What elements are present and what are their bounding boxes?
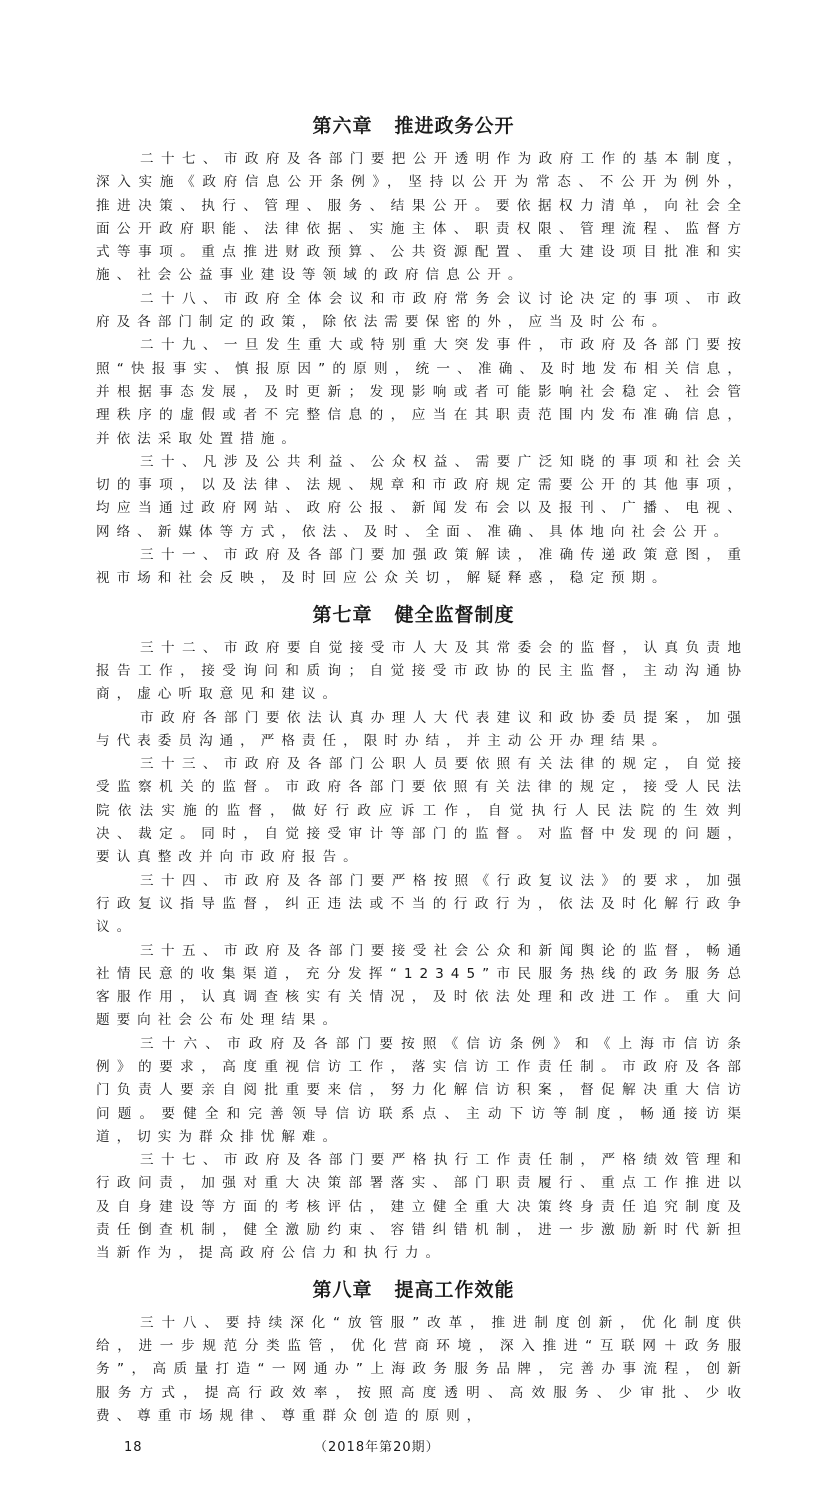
paragraph: 三十一、市政府及各部门要加强政策解读，准确传递政策意图，重视市场和社会反映，及时回应公众关切，解疑释惑，稳定预期。 bbox=[96, 547, 748, 587]
chapter-heading bbox=[0, 601, 827, 629]
chapter-title: 提高工作效能 bbox=[394, 1278, 515, 1301]
chapter-number: 第七章 bbox=[312, 603, 373, 626]
paragraph: 二十九、一旦发生重大或特别重大突发事件，市政府及各部门要按照“快报事实、慎报原因”的原则，统一、准确、及时地发布相关信息，并根据事态发展，及时更新；发现影响或者可能影响社会稳定、社会管理秩序的虚假或者不完整信息的，应当在其职责范围内发布准确信息，并依法采取处置措施。 bbox=[96, 337, 748, 447]
chapter-heading bbox=[0, 1276, 827, 1304]
chapter-title: 健全监督制度 bbox=[394, 603, 515, 626]
paragraph: 三十五、市政府及各部门要接受社会公众和新闻舆论的监督，畅通社情民意的收集渠道，充分发挥“12345”市民服务热线的政务服务总客服作用，认真调查核实有关情况，及时依法处理和改进工作。重大问题要向社会公布处理结果。 bbox=[96, 942, 748, 1029]
chapter-body bbox=[96, 148, 748, 591]
chapter-body bbox=[96, 637, 748, 1266]
chapter-number: 第六章 bbox=[312, 115, 373, 137]
paragraph: 二十七、市政府及各部门要把公开透明作为政府工作的基本制度，深入实施《政府信息公开条例》，坚持以公开为常态、不公开为例外，推进决策、执行、管理、服务、结果公开。要依据权力清单，向社会全面公开政府职能、法律依据、实施主体、职责权限、管理流程、监督方式等事项。重点推进财政预算、公共资源配置、重大建设项目批准和实施、社会公益事业建设等领域的政府信息公开。 bbox=[96, 151, 748, 284]
paragraph: 三十三、市政府及各部门公职人员要依照有关法律的规定，自觉接受监察机关的监督。市政府各部门要依照有关法律的规定，接受人民法院依法实施的监督，做好行政应诉工作，自觉执行人民法院的生效判决、裁定。同时，自觉接受审计等部门的监督。对监督中发现的问题，要认真整改并向市政府报告。 bbox=[96, 756, 748, 866]
paragraph: 三十七、市政府及各部门要严格执行工作责任制，严格绩效管理和行政问责，加强对重大决策部署落实、部门职责履行、重点工作推进以及自身建设等方面的考核评估，建立健全重大决策终身责任追究制度及责任倒查机制，健全激励约束、容错纠错机制，进一步激励新时代新担当新作为，提高政府公信力和执行力。 bbox=[96, 1152, 748, 1262]
chapter-title: 推进政务公开 bbox=[394, 115, 515, 137]
paragraph: 市政府各部门要依法认真办理人大代表建议和政协委员提案，加强与代表委员沟通，严格责任，限时办结，并主动公开办理结果。 bbox=[96, 709, 748, 749]
page-footer bbox=[0, 1438, 827, 1458]
paragraph: 三十四、市政府及各部门要严格按照《行政复议法》的要求，加强行政复议指导监督，纠正违法或不当的行政行为，依法及时化解行政争议。 bbox=[96, 872, 748, 936]
paragraph: 三十八、要持续深化“放管服”改革，推进制度创新，优化制度供给，进一步规范分类监管，优化营商环境，深入推进“互联网＋政务服务”，高质量打造“一网通办”上海政务服务品牌，完善办事流程，创新服务方式，提高行政效率，按照高度透明、高效服务、少审批、少收费、尊重市场规律、尊重群众创造的原则， bbox=[96, 1314, 748, 1424]
paragraph: 二十八、市政府全体会议和市政府常务会议讨论决定的事项、市政府及各部门制定的政策，除依法需要保密的外，应当及时公布。 bbox=[96, 290, 748, 331]
paragraph: 三十、凡涉及公共利益、公众权益、需要广泛知晓的事项和社会关切的事项，以及法律、法规、规章和市政府规定需要公开的其他事项，均应当通过政府网站、政府公报、新闻发布会以及报刊、广播、电视、网络、新媒体等方式，依法、及时、全面、准确、具体地向社会公开。 bbox=[96, 453, 748, 540]
chapter-number: 第八章 bbox=[312, 1278, 373, 1301]
page-number: 18 bbox=[124, 1440, 143, 1456]
paragraph: 三十二、市政府要自觉接受市人大及其常委会的监督，认真负责地报告工作，接受询问和质询；自觉接受市政协的民主监督，主动沟通协商，虚心听取意见和建议。 bbox=[96, 639, 748, 703]
issue-label: （2018年第20期） bbox=[314, 1440, 440, 1456]
chapter-heading bbox=[0, 112, 827, 140]
chapter-body bbox=[96, 1312, 748, 1428]
paragraph: 三十六、市政府及各部门要按照《信访条例》和《上海市信访条例》的要求，高度重视信访工作，落实信访工作责任制。市政府及各部门负责人要亲自阅批重要来信，努力化解信访积案，督促解决重大信访问题。要健全和完善领导信访联系点、主动下访等制度，畅通接访渠道，切实为群众排忧解难。 bbox=[96, 1035, 748, 1145]
